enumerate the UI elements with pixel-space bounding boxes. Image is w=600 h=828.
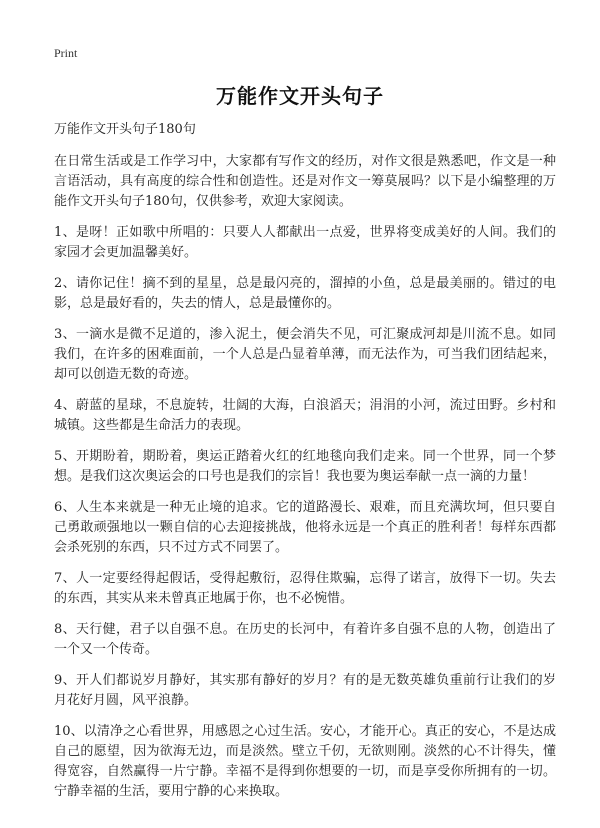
list-item: 9、开人们都说岁月静好，其实那有静好的岁月？有的是无数英雄负重前行让我们的岁月花好月圆，风平浪静。	[54, 673, 556, 708]
page-title: 万能作文开头句子	[216, 84, 384, 108]
list-item: 10、以清净之心看世界，用感恩之心过生活。安心，才能开心。真正的安心，不是达成自己的愿望，因为欲海无边，而是淡然。壁立千仞，无欲则刚。淡然的心不计得失，懂得宽容，自然赢得一片宁静。幸福不是得到你想要的一切，而是享受你所拥有的一切。宁静幸福的生活，要用宁静的心来换取。	[54, 724, 556, 799]
list-item: 1、是呀！正如歌中所唱的：只要人人都献出一点爱，世界将变成美好的人间。我们的家园才会更加温馨美好。	[54, 225, 556, 260]
list-item: 5、开期盼着，期盼着，奥运正踏着火红的红地毯向我们走来。同一个世界，同一个梦想。是我们这次奥运会的口号也是我们的宗旨！我也要为奥运奉献一点一滴的力量！	[54, 449, 556, 484]
list-item: 8、天行健，君子以自强不息。在历史的长河中，有着许多自强不息的人物，创造出了一个又一个传奇。	[54, 622, 556, 657]
list-item: 7、人一定要经得起假话，受得起敷衍，忍得住欺骗，忘得了诺言，放得下一切。失去的东西，其实从来未曾真正地属于你，也不必惋惜。	[54, 571, 556, 606]
list-item: 3、一滴水是微不足道的，渗入泥土，便会消失不见，可汇聚成河却是川流不息。如同我们，在许多的困难面前，一个人总是凸显着单薄，而无法作为，可当我们团结起来，却可以创造无数的奇迹。	[54, 327, 556, 382]
article-body	[54, 120, 556, 813]
list-item: 6、人生本来就是一种无止境的追求。它的道路漫长、艰难，而且充满坎坷，但只要自己勇敢顽强地以一颗自信的心去迎接挑战，他将永远是一个真正的胜利者！每样东西都会杀死别的东西，只不过方式不同罢了。	[54, 500, 556, 555]
article-subtitle: 万能作文开头句子180句	[54, 122, 196, 137]
intro-paragraph: 在日常生活或是工作学习中，大家都有写作文的经历，对作文很是熟悉吧，作文是一种言语活动，具有高度的综合性和创造性。还是对作文一筹莫展吗？以下是小编整理的万能作文开头句子180句，仅供参考，欢迎大家阅读。	[54, 154, 556, 209]
list-item: 4、蔚蓝的星球，不息旋转，壮阔的大海，白浪滔天；涓涓的小河，流过田野。乡村和城镇。这些都是生命活力的表现。	[54, 398, 556, 433]
list-item: 2、请你记住！摘不到的星星，总是最闪亮的，溜掉的小鱼，总是最美丽的。错过的电影，总是最好看的，失去的情人，总是最懂你的。	[54, 276, 556, 311]
print-link[interactable]: Print	[54, 46, 78, 60]
